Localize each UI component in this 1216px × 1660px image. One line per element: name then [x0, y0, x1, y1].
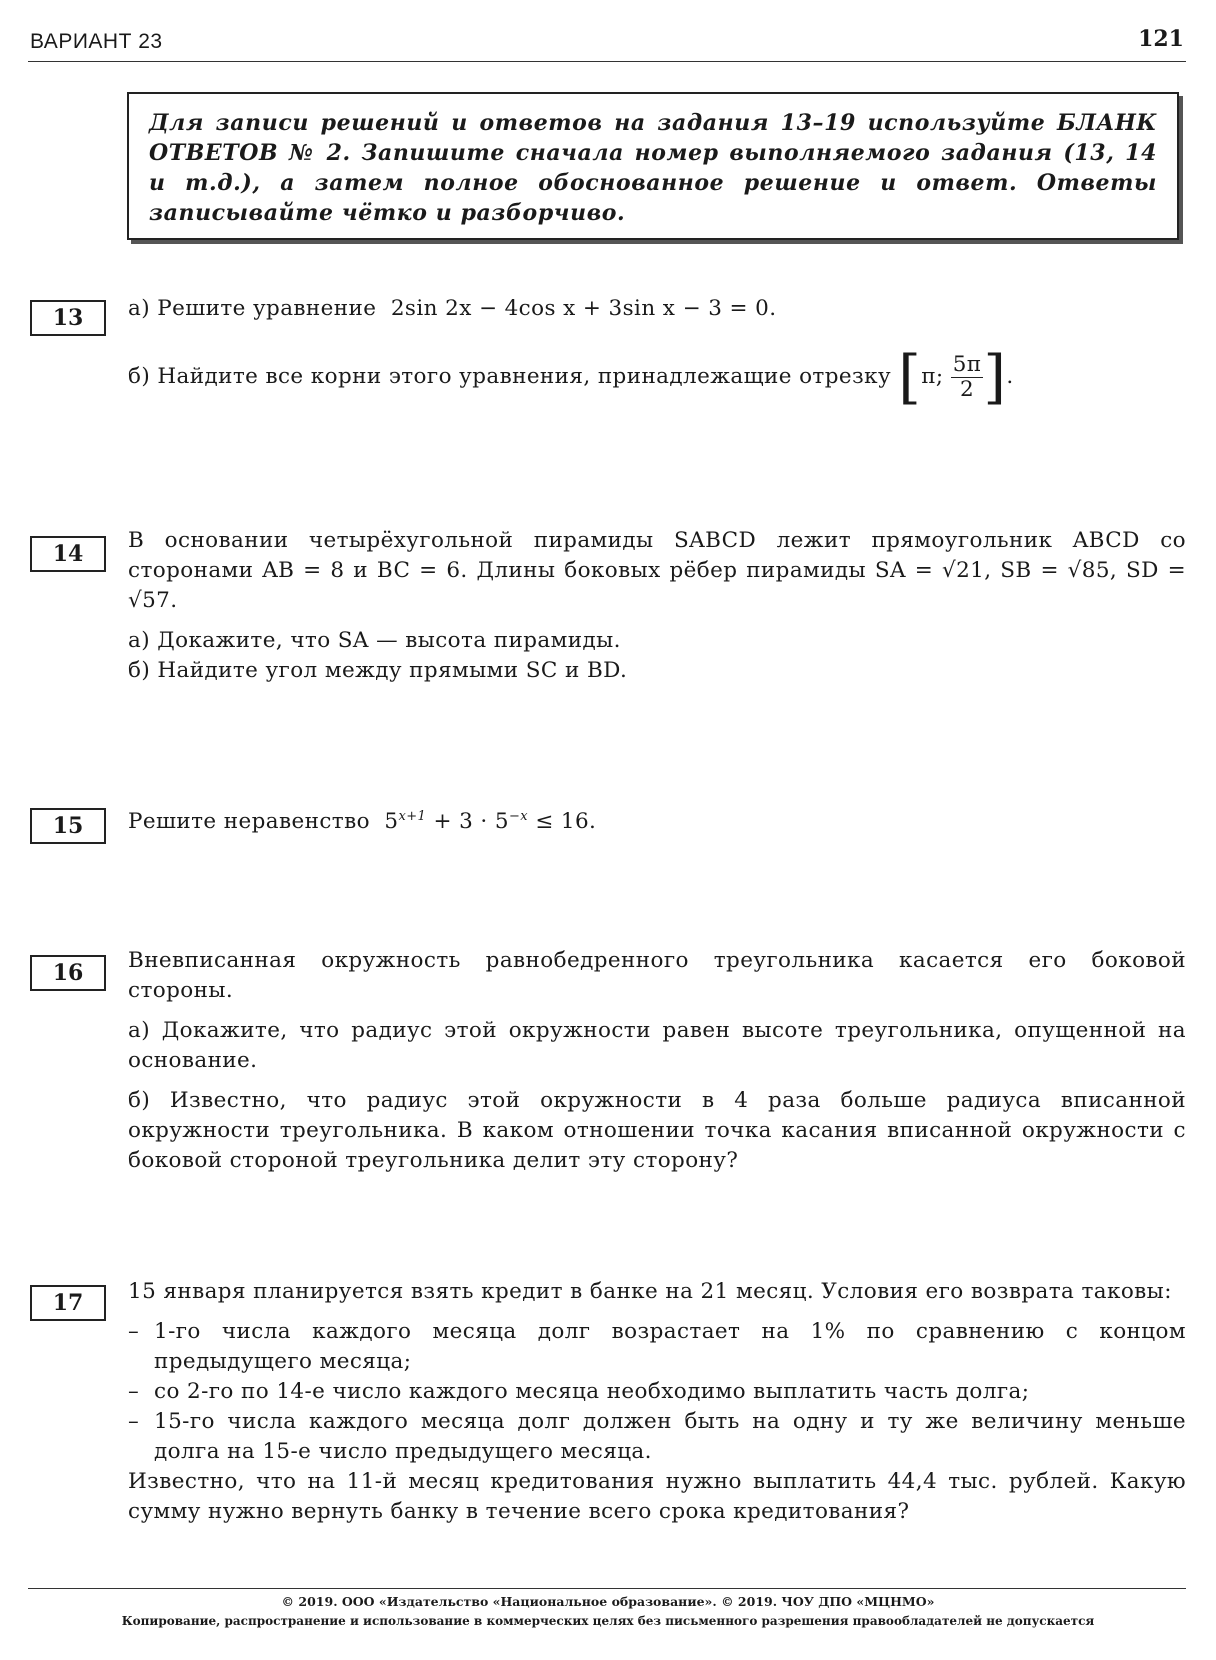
- task-14-intro: В основании четырёхугольной пирамиды SABCD лежит прямоугольник ABCD со сторонами AB = 8 и BC = 6. Длины боковых рёбер пирамиды SA = √21, SB = √85, SD = √57.: [128, 528, 1186, 613]
- task-13-part-b: [128, 343, 1186, 411]
- interval-left: π;: [921, 364, 944, 389]
- task-16-intro: Вневписанная окружность равнобедренного треугольника касается его боковой стороны.: [128, 948, 1186, 1003]
- task-16-part-b: б) Известно, что радиус этой окружности в 4 раза больше радиуса вписанной окружности треугольника. В каком отношении точка касания вписанной окружности с боковой стороной треугольника делит эту сторону?: [128, 1088, 1186, 1173]
- task-number-16: 16: [30, 955, 106, 991]
- condition-item: [128, 1377, 1186, 1407]
- exponent-2: −x: [508, 809, 528, 824]
- task-13-a-prefix: а) Решите уравнение: [128, 296, 377, 321]
- condition-item: [128, 1317, 1186, 1377]
- task-number-15: 15: [30, 808, 106, 844]
- dash-bullet: –: [128, 1409, 140, 1434]
- task-13: [128, 294, 1186, 411]
- task-13-b-prefix: б) Найдите все корни этого уравнения, принадлежащие отрезку: [128, 364, 892, 389]
- inequality-middle: + 3 · 5: [433, 809, 509, 835]
- right-bracket: ]: [983, 343, 1007, 411]
- fraction-numerator: 5π: [952, 351, 982, 377]
- exponent-1: x+1: [398, 809, 427, 824]
- task-17-question: Известно, что на 11-й месяц кредитования нужно выплатить 44,4 тыс. рублей. Какую сумму нужно вернуть банку в течение всего срока кредитования?: [128, 1469, 1186, 1524]
- interval-fraction: [951, 353, 984, 402]
- left-bracket: [: [898, 343, 922, 411]
- dash-bullet: –: [128, 1379, 140, 1404]
- condition-text: со 2-го по 14-е число каждого месяца необходимо выплатить часть долга;: [154, 1379, 1030, 1404]
- base-1: 5: [384, 809, 399, 835]
- task-14-part-b: б) Найдите угол между прямыми SC и BD.: [128, 658, 628, 683]
- task-17-intro: 15 января планируется взять кредит в банке на 21 месяц. Условия его возврата таковы:: [128, 1279, 1172, 1304]
- task-15: [128, 802, 1186, 837]
- task-17: [128, 1277, 1186, 1527]
- dash-bullet: –: [128, 1319, 140, 1344]
- task-16: [128, 946, 1186, 1176]
- condition-text: 15-го числа каждого месяца долг должен быть на одну и ту же величину меньше долга на 15-е число предыдущего месяца.: [154, 1409, 1186, 1464]
- footer-divider: [28, 1588, 1186, 1589]
- task-number-17: 17: [30, 1285, 106, 1321]
- task-15-inequality: [384, 809, 596, 834]
- task-16-part-a: а) Докажите, что радиус этой окружности равен высоте треугольника, опущенной на основание.: [128, 1018, 1186, 1073]
- footer-notice: Копирование, распространение и использование в коммерческих целях без письменного разрешения правообладателей не допускается: [121, 1614, 1095, 1628]
- task-15-prefix: Решите неравенство: [128, 809, 370, 835]
- header-divider: [28, 61, 1186, 62]
- condition-text: 1-го числа каждого месяца долг возрастает на 1% по сравнению с концом предыдущего месяца;: [154, 1319, 1186, 1374]
- footer-copyright: © 2019. ООО «Издательство «Национальное образование». © 2019. ЧОУ ДПО «МЦНМО»: [281, 1594, 935, 1609]
- task-13-part-a: [128, 294, 1186, 324]
- task-13-b-end: .: [1006, 364, 1014, 389]
- page-number: 121: [1138, 26, 1184, 52]
- variant-title: ВАРИАНТ 23: [30, 30, 163, 53]
- inequality-suffix: ≤ 16.: [535, 809, 597, 835]
- task-13-a-equation: 2sin 2x − 4cos x + 3sin x − 3 = 0.: [390, 296, 777, 321]
- task-number-13: 13: [30, 300, 106, 336]
- task-14-part-a: а) Докажите, что SA — высота пирамиды.: [128, 628, 621, 653]
- condition-item: [128, 1407, 1186, 1467]
- instructions-box: Для записи решений и ответов на задания 13–19 используйте БЛАНК ОТВЕТОВ № 2. Запишите сначала номер выполняемого задания (13, 14 и т.д.), а затем полное обоснованное решение и ответ. Ответы записывайте чётко и разборчиво.: [127, 92, 1179, 240]
- task-14: [128, 526, 1186, 686]
- fraction-denominator: 2: [959, 376, 975, 402]
- task-number-14: 14: [30, 536, 106, 572]
